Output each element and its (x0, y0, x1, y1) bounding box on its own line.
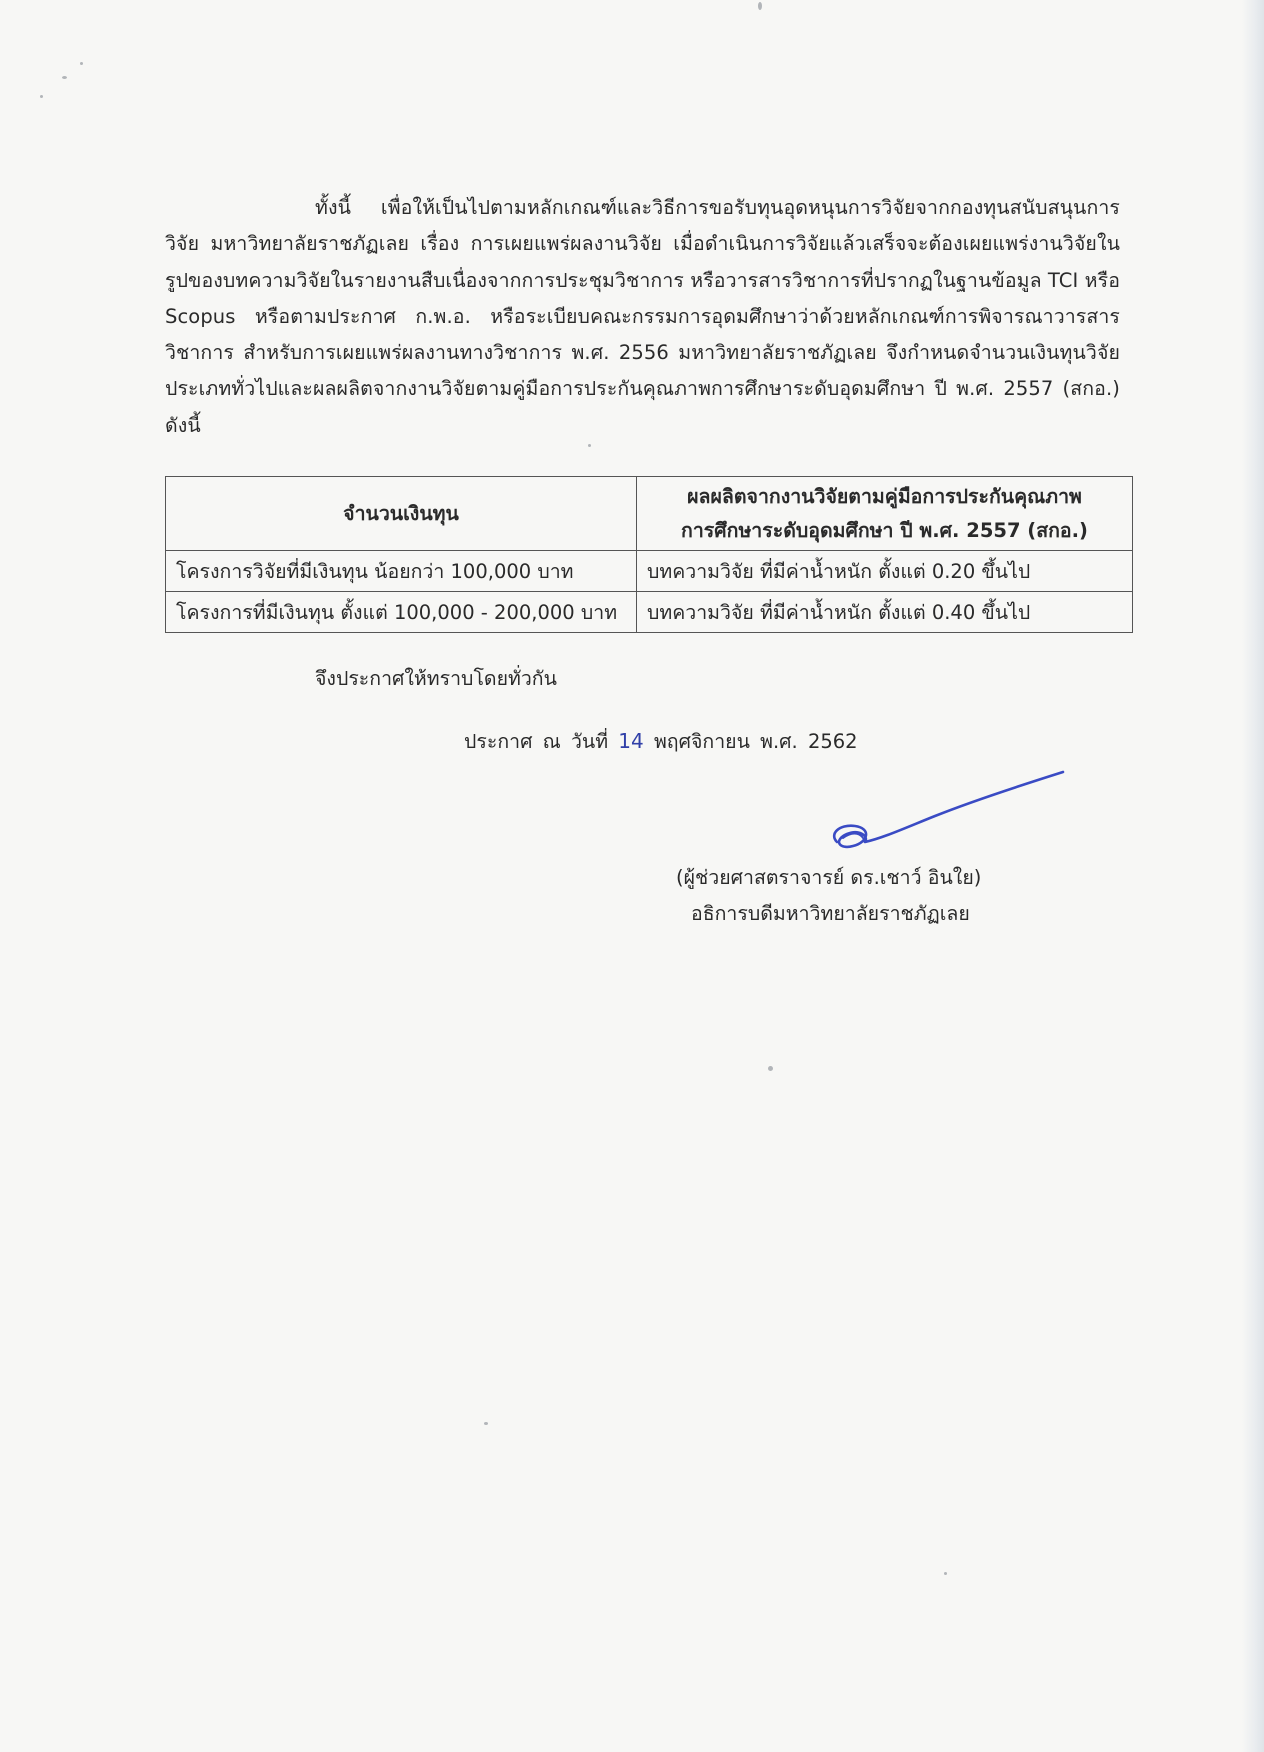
header-research-output (637, 477, 1133, 551)
signer-name: (ผู้ช่วยศาสตราจารย์ ดร.เชาว์ อินใย) (676, 866, 982, 889)
signer-title: อธิการบดีมหาวิทยาลัยราชภัฏเลย (691, 902, 970, 925)
closing-statement: จึงประกาศให้ทราบโดยทั่วกัน (315, 667, 557, 690)
funding-cell: โครงการวิจัยที่มีเงินทุน น้อยกว่า 100,000 บาท (166, 551, 637, 592)
scan-speck (758, 2, 762, 10)
date-day: 14 (618, 729, 644, 753)
announcement-paragraph: ทั้งนี้ เพื่อให้เป็นไปตามหลักเกณฑ์และวิธีการขอรับทุนอุดหนุนการวิจัยจากกองทุนสนับสนุนการวิจัย มหาวิทยาลัยราชภัฏเลย เรื่อง การเผยแพร่ผลงานวิจัย เมื่อดำเนินการวิจัยแล้วเสร็จจะต้องเผยแพร่งานวิจัยในรูปของบทความวิจัยในรายงานสืบเนื่องจากการประชุมวิชาการ หรือวารสารวิชาการที่ปรากฏในฐานข้อมูล TCI หรือ Scopus หรือตามประกาศ ก.พ.อ. หรือระเบียบคณะกรรมการอุดมศึกษาว่าด้วยหลักเกณฑ์การพิจารณาวารสารวิชาการ สำหรับการเผยแพร่ผลงานทางวิชาการ พ.ศ. 2556 มหาวิทยาลัยราชภัฏเลย จึงกำหนดจำนวนเงินทุนวิจัยประเภททั่วไปและผลผลิตจากงานวิจัยตามคู่มือการประกันคุณภาพการศึกษาระดับอุดมศึกษา ปี พ.ศ. 2557 (สกอ.) ดังนี้ (165, 196, 1121, 437)
scan-speck (40, 95, 43, 98)
scan-speck (768, 1066, 773, 1071)
scan-edge-shadow (1242, 0, 1264, 1752)
funding-output-table (165, 476, 1133, 633)
output-cell: บทความวิจัย ที่มีค่าน้ำหนัก ตั้งแต่ 0.20 ขึ้นไป (637, 551, 1133, 592)
header-research-output-line2: การศึกษาระดับอุดมศึกษา ปี พ.ศ. 2557 (สกอ.) (681, 518, 1088, 542)
header-research-output-line1: ผลผลิตจากงานวิจัยตามคู่มือการประกันคุณภาพ (687, 484, 1082, 508)
scan-speck (588, 444, 591, 447)
table-row (166, 592, 1133, 633)
date-month-year: พฤศจิกายน พ.ศ. 2562 (653, 730, 858, 753)
header-funding-amount: จำนวนเงินทุน (166, 477, 637, 551)
announcement-date (464, 726, 858, 757)
scan-speck (80, 62, 83, 65)
table-row (166, 551, 1133, 592)
scan-speck (484, 1422, 488, 1425)
scan-speck (62, 76, 67, 79)
date-prefix: ประกาศ ณ วันที่ (464, 730, 609, 753)
table-header-row (166, 477, 1133, 551)
handwritten-signature (825, 762, 1075, 862)
funding-cell: โครงการที่มีเงินทุน ตั้งแต่ 100,000 - 200,000 บาท (166, 592, 637, 633)
output-cell: บทความวิจัย ที่มีค่าน้ำหนัก ตั้งแต่ 0.40 ขึ้นไป (637, 592, 1133, 633)
scan-speck (944, 1572, 947, 1575)
